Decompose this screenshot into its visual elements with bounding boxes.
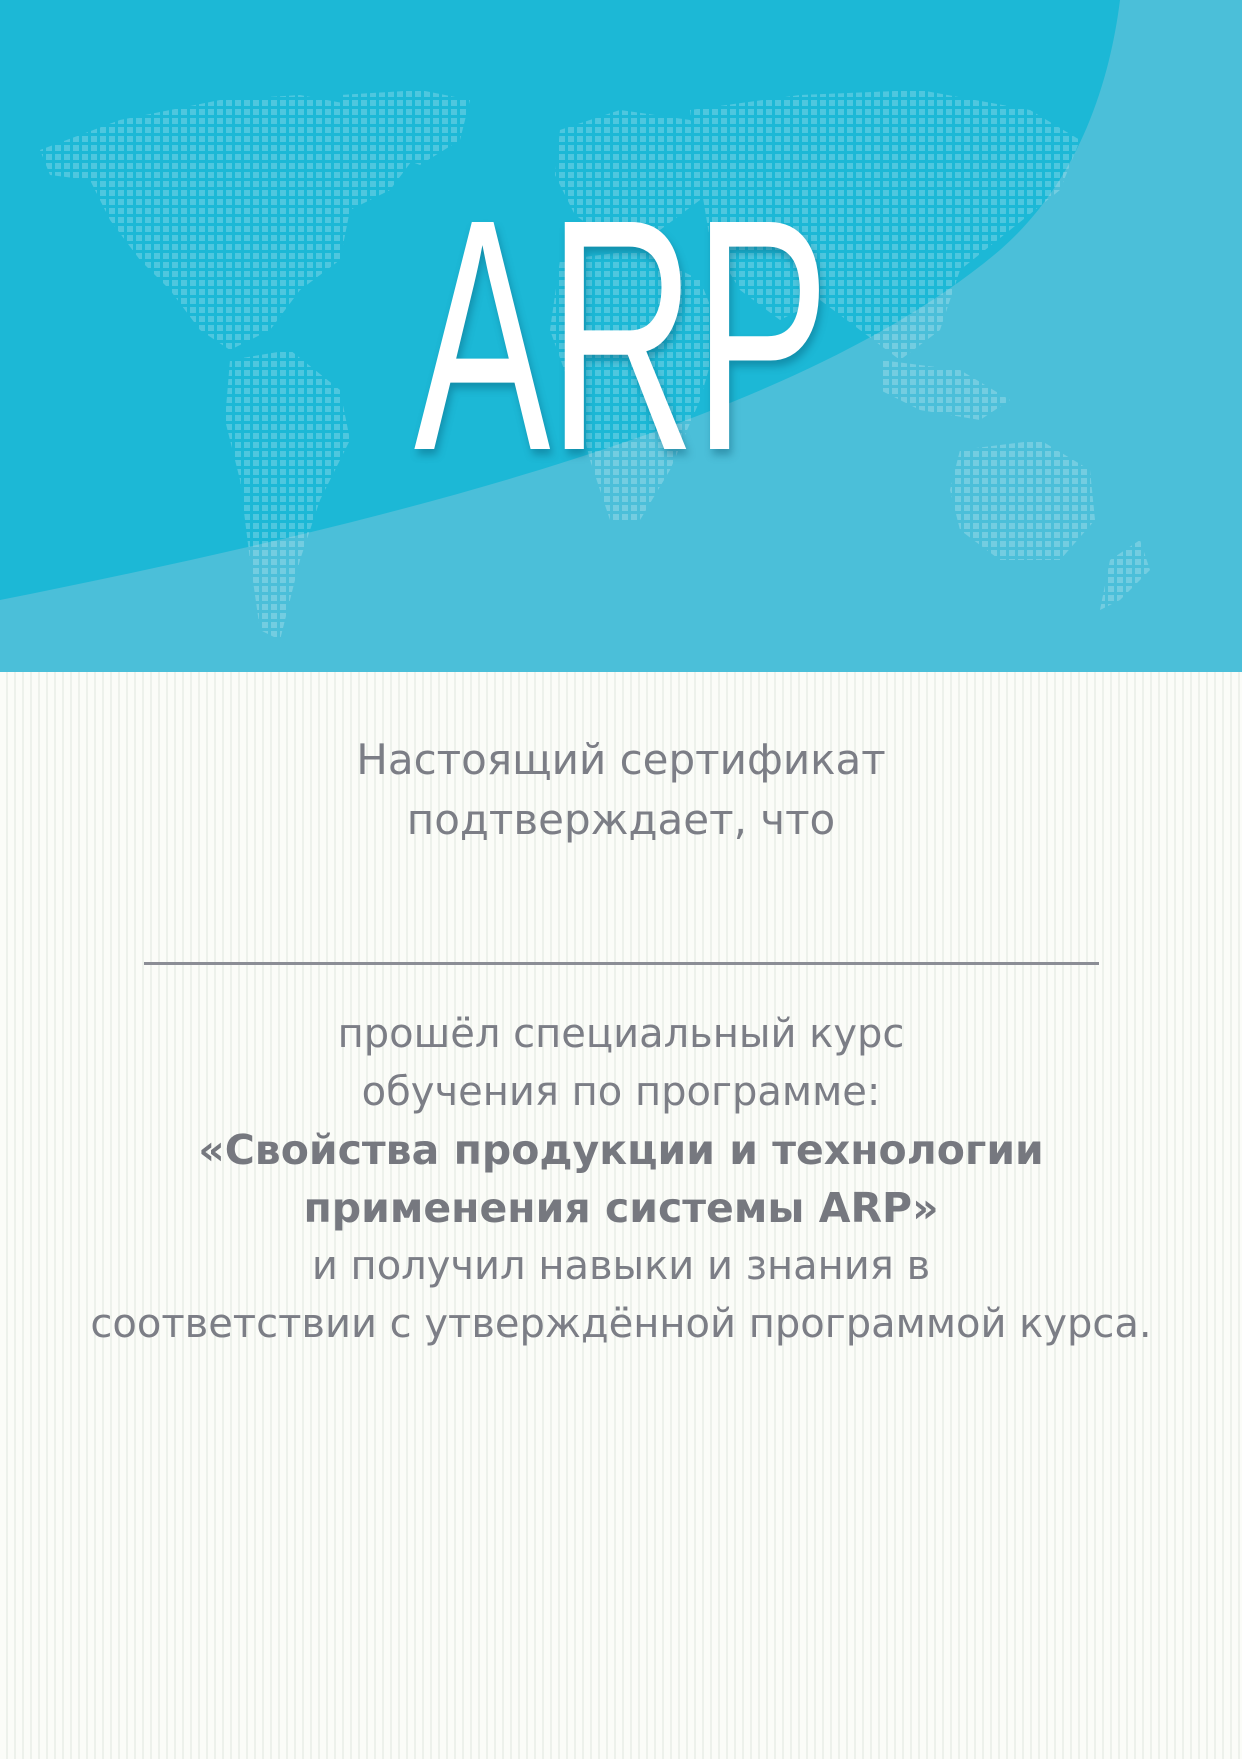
recipient-name-line <box>144 962 1099 965</box>
certificate-body <box>0 1005 1242 1353</box>
program-title-line-2: применения системы ARP» <box>303 1184 939 1232</box>
certificate-intro <box>0 730 1242 850</box>
closing-line-2: соответствии с утверждённой программой курса. <box>90 1301 1152 1347</box>
body-line-2: обучения по программе: <box>361 1069 881 1115</box>
closing-line-1: и получил навыки и знания в <box>311 1243 931 1289</box>
certificate-header <box>0 0 1242 672</box>
program-title-line-1: «Свойства продукции и технологии <box>198 1126 1044 1174</box>
intro-line-1: Настоящий сертификат <box>356 735 886 784</box>
intro-line-2: подтверждает, что <box>406 795 836 844</box>
body-line-1: прошёл специальный курс <box>337 1011 905 1057</box>
arp-logo: ARP <box>413 150 828 519</box>
